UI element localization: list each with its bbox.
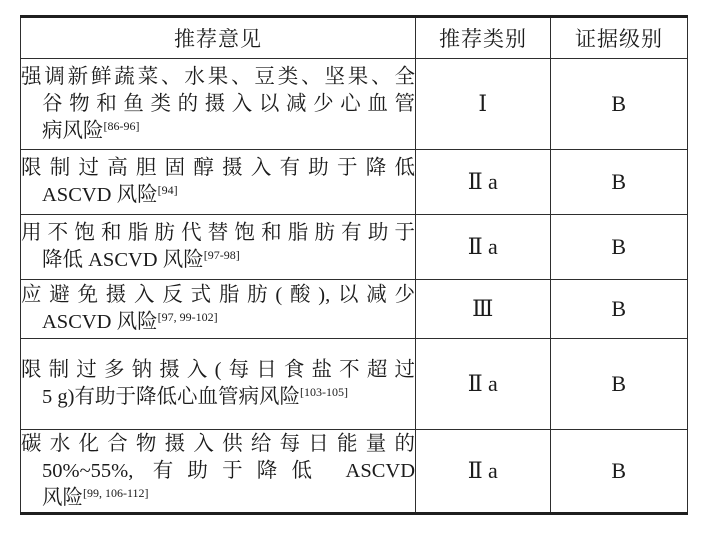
recommendation-class-cell: Ⅰ (416, 59, 551, 150)
header-row (21, 17, 688, 59)
table-row (21, 280, 688, 339)
opinion-line: 50%~55%, 有助于降低 ASCVD (42, 459, 415, 482)
citation-ref: [103-105] (299, 385, 348, 399)
opinion-line: 应避免摄入反式脂肪(酸),以减少 (21, 284, 415, 306)
header-recommendation-opinion: 推荐意见 (21, 17, 416, 59)
recommendation-class-cell: Ⅲ (416, 280, 551, 339)
opinion-line: 5 g)有助于降低心血管病风险[103-105] (42, 385, 348, 408)
evidence-level-cell: B (551, 430, 688, 514)
opinion-cell (21, 339, 416, 430)
table-row (21, 430, 688, 514)
opinion-line: ASCVD 风险[94] (42, 183, 178, 206)
table-row (21, 150, 688, 215)
opinion-line: 降低 ASCVD 风险[97-98] (42, 248, 240, 271)
header-evidence-level: 证据级别 (551, 17, 688, 59)
opinion-cell (21, 59, 416, 150)
evidence-level-cell: B (551, 280, 688, 339)
evidence-level-cell: B (551, 215, 688, 280)
opinion-line: 限制过高胆固醇摄入有助于降低 (21, 157, 415, 179)
opinion-line: 强调新鲜蔬菜、水果、豆类、坚果、全 (21, 65, 415, 88)
opinion-line: 碳水化合物摄入供给每日能量的 (21, 432, 415, 455)
evidence-level-cell: B (551, 59, 688, 150)
citation-ref: [97, 99-102] (157, 310, 218, 324)
citation-ref: [94] (157, 183, 178, 197)
opinion-line: 风险[99, 106-112] (42, 485, 149, 509)
opinion-cell (21, 280, 416, 339)
opinion-cell (21, 215, 416, 280)
recommendation-class-cell: Ⅱ a (416, 150, 551, 215)
header-recommendation-class: 推荐类别 (416, 17, 551, 59)
table-body (21, 59, 688, 514)
citation-ref: [99, 106-112] (83, 485, 149, 500)
table-row (21, 339, 688, 430)
recommendation-class-cell: Ⅱ a (416, 215, 551, 280)
opinion-line: 病风险[86-96] (42, 118, 140, 142)
recommendation-class-cell: Ⅱ a (416, 339, 551, 430)
table-header (21, 17, 688, 59)
table-row (21, 59, 688, 150)
recommendation-class-cell: Ⅱ a (416, 430, 551, 514)
opinion-line: ASCVD 风险[97, 99-102] (42, 310, 218, 333)
opinion-line: 谷物和鱼类的摄入以减少心血管 (42, 92, 415, 115)
recommendations-table-container (20, 15, 687, 515)
evidence-level-cell: B (551, 150, 688, 215)
opinion-cell (21, 150, 416, 215)
opinion-cell (21, 430, 416, 514)
citation-ref: [97-98] (203, 248, 240, 262)
citation-ref: [86-96] (103, 118, 140, 133)
opinion-line: 用不饱和脂肪代替饱和脂肪有助于 (21, 222, 415, 244)
evidence-level-cell: B (551, 339, 688, 430)
table-row (21, 215, 688, 280)
recommendations-table (20, 15, 688, 515)
opinion-line: 限制过多钠摄入(每日食盐不超过 (21, 359, 415, 381)
